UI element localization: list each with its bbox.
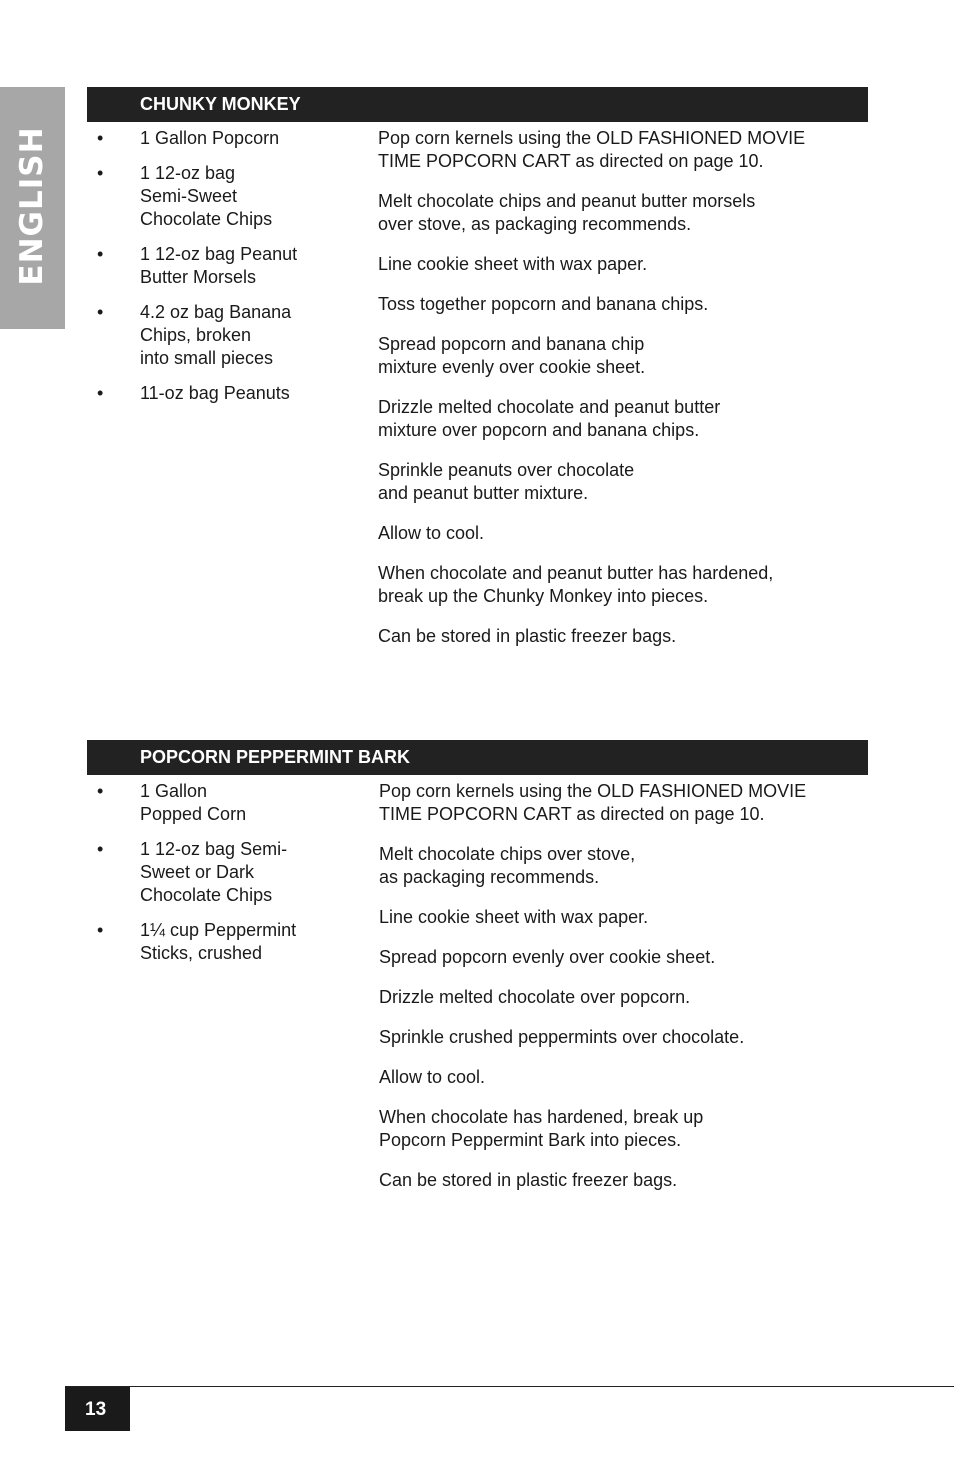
ingredient-item: • 1 12-oz bag Semi- Sweet or Dark Chocolate Chips: [97, 839, 288, 905]
ingredient-list: [87, 780, 337, 977]
recipe-popcorn-peppermint-bark: [87, 740, 868, 1190]
ingredient-item: • 11-oz bag Peanuts: [97, 383, 290, 403]
step: Sprinkle peanuts over chocolate and peanut butter mixture.: [378, 460, 635, 503]
ingredient-item: • 1¼ cup Peppermint Sticks, crushed: [97, 920, 297, 963]
step: Allow to cool.: [378, 523, 485, 543]
step: Pop corn kernels using the OLD FASHIONED MOVIE TIME POPCORN CART as directed on page 10.: [378, 128, 806, 171]
step: When chocolate and peanut butter has hardened, break up the Chunky Monkey into pieces.: [378, 563, 774, 606]
step: Spread popcorn and banana chip mixture evenly over cookie sheet.: [378, 334, 646, 377]
bullet-icon: •: [97, 920, 104, 940]
bullet-icon: •: [97, 302, 104, 322]
recipe-chunky-monkey: [87, 87, 868, 646]
ingredient-item: • 1 Gallon Popcorn: [97, 128, 280, 148]
step: Drizzle melted chocolate over popcorn.: [379, 987, 691, 1007]
step: Drizzle melted chocolate and peanut butter mixture over popcorn and banana chips.: [378, 397, 721, 440]
step: Melt chocolate chips over stove, as packaging recommends.: [379, 844, 636, 887]
page-number: 13: [65, 1387, 130, 1431]
ingredient-item: • 4.2 oz bag Banana Chips, broken into small pieces: [97, 302, 292, 368]
bullet-icon: •: [97, 383, 104, 403]
step: Can be stored in plastic freezer bags.: [379, 1170, 678, 1190]
step: Line cookie sheet with wax paper.: [378, 254, 648, 274]
bullet-icon: •: [97, 244, 104, 264]
step: Spread popcorn evenly over cookie sheet.: [379, 947, 716, 967]
ingredient-list: [87, 127, 337, 417]
bullet-icon: •: [97, 781, 104, 801]
language-tab-label: ENGLISH: [14, 126, 50, 286]
step: Melt chocolate chips and peanut butter morsels over stove, as packaging recommends.: [378, 191, 756, 234]
step: Allow to cool.: [379, 1067, 486, 1087]
ingredient-item: • 1 Gallon Popped Corn: [97, 781, 247, 824]
step-list: [378, 127, 868, 665]
step: Toss together popcorn and banana chips.: [378, 294, 709, 314]
bullet-icon: •: [97, 839, 104, 859]
bullet-icon: •: [97, 163, 104, 183]
recipe-title: CHUNKY MONKEY: [87, 87, 868, 122]
bullet-icon: •: [97, 128, 104, 148]
step: Can be stored in plastic freezer bags.: [378, 626, 677, 646]
step: Sprinkle crushed peppermints over chocolate.: [379, 1027, 745, 1047]
step: Line cookie sheet with wax paper.: [379, 907, 649, 927]
step: Pop corn kernels using the OLD FASHIONED MOVIE TIME POPCORN CART as directed on page 10.: [379, 781, 807, 824]
ingredient-item: • 1 12-oz bag Peanut Butter Morsels: [97, 244, 298, 287]
recipe-title: POPCORN PEPPERMINT BARK: [87, 740, 868, 775]
step: When chocolate has hardened, break up Popcorn Peppermint Bark into pieces.: [379, 1107, 704, 1150]
ingredient-item: • 1 12-oz bag Semi-Sweet Chocolate Chips: [97, 163, 273, 229]
footer-divider: [65, 1386, 954, 1387]
step-list: [379, 780, 869, 1209]
